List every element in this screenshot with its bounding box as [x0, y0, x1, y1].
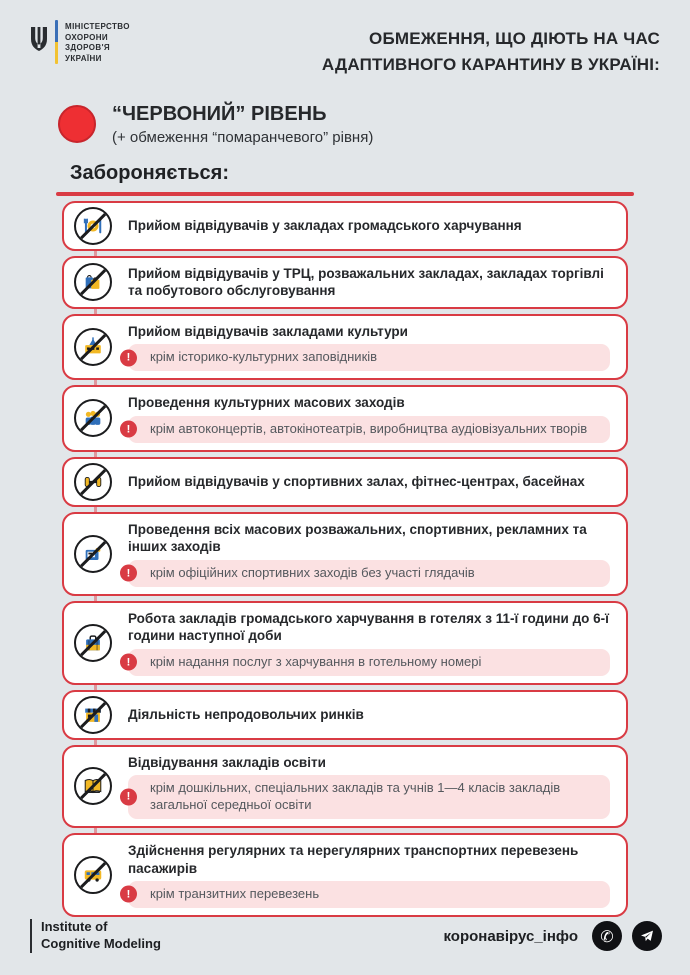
- exception-note: [128, 649, 610, 676]
- page-title: ОБМЕЖЕННЯ, ЩО ДІЮТЬ НА ЧАС АДАПТИВНОГО КАРАНТИНУ В УКРАЇНІ:: [321, 29, 660, 75]
- no-gym-icon: [74, 463, 112, 501]
- prohibition-slash: [75, 536, 111, 572]
- prohibition-slash: [75, 264, 111, 300]
- restrictions-list: [62, 201, 628, 917]
- level-subtitle: (+ обмеження “помаранчевого” рівня): [112, 128, 374, 146]
- restriction-title: Відвідування закладів освіти: [128, 754, 326, 770]
- credit: Institute of Cognitive Modeling: [30, 919, 161, 953]
- telegram-icon[interactable]: [632, 921, 662, 951]
- heading-underline: [56, 192, 634, 196]
- exception-text: крім автоконцертів, автокінотеатрів, виробництва аудіовізуальних творів: [150, 420, 588, 436]
- ministry-logo: [30, 20, 130, 64]
- restriction-title: Проведення всіх масових розважальних, спортивних, рекламних та інших заходів: [128, 521, 587, 555]
- viber-icon[interactable]: ✆: [592, 921, 622, 951]
- exception-text: крім надання послуг з харчування в готельному номері: [150, 653, 482, 669]
- exclamation-icon: !: [120, 789, 137, 806]
- restriction-title: Прийом відвідувачів у ТРЦ, розважальних закладах, закладах торгівлі та побутового обслуговування: [128, 265, 604, 299]
- tryzub-icon: [30, 26, 48, 56]
- level-text: [112, 103, 373, 146]
- exclamation-icon: !: [120, 565, 137, 582]
- restriction-card: [62, 512, 628, 596]
- prohibition-slash: [75, 464, 111, 500]
- restriction-card: [62, 385, 628, 451]
- exclamation-icon: !: [120, 349, 137, 366]
- restriction-card: [62, 833, 628, 917]
- restriction-card: [62, 690, 628, 740]
- prohibition-slash: [75, 857, 111, 893]
- restriction-card: [62, 256, 628, 309]
- restriction-card: [62, 601, 628, 685]
- channel-info: [443, 921, 662, 951]
- ministry-name: МІНІСТЕРСТВО ОХОРОНИ ЗДОРОВ'Я УКРАЇНИ: [65, 22, 130, 63]
- restriction-title: Здійснення регулярних та нерегулярних транспортних перевезень пасажирів: [128, 842, 579, 876]
- logo-divider: [55, 20, 58, 64]
- restriction-title: Прийом відвідувачів у закладах громадського харчування: [128, 217, 522, 233]
- restriction-title: Прийом відвідувачів у спортивних залах, фітнес-центрах, басейнах: [128, 473, 585, 489]
- restriction-title: Проведення культурних масових заходів: [128, 395, 405, 411]
- no-education-icon: [74, 767, 112, 805]
- red-circle-badge: [58, 105, 96, 143]
- level-title: “ЧЕРВОНИЙ” РІВЕНЬ: [112, 102, 327, 125]
- prohibition-slash: [75, 329, 111, 365]
- exception-note: [128, 775, 610, 819]
- no-restaurant-icon: [74, 207, 112, 245]
- prohibition-slash: [75, 208, 111, 244]
- exception-note: [128, 416, 610, 443]
- restriction-title: Робота закладів громадського харчування в готелях з 11-ї години до 6-ї години наступної доби: [128, 610, 609, 644]
- exception-note: [128, 344, 610, 371]
- exception-text: крім історико-культурних заповідників: [150, 349, 378, 365]
- no-crowd-icon: [74, 399, 112, 437]
- exception-text: крім транзитних перевезень: [150, 886, 320, 902]
- restriction-card: [62, 201, 628, 251]
- restriction-card: [62, 314, 628, 380]
- section-heading: Забороняється:: [70, 161, 229, 184]
- prohibition-slash: [75, 401, 111, 437]
- restriction-card: [62, 457, 628, 507]
- prohibition-slash: [75, 697, 111, 733]
- top-header: [0, 0, 690, 79]
- no-culture-icon: [74, 328, 112, 366]
- no-events-icon: [74, 535, 112, 573]
- restriction-title: Діяльність непродовольчих ринків: [128, 706, 364, 722]
- exception-note: [128, 881, 610, 908]
- exception-text: крім дошкільних, спеціальних закладів та учнів 1—4 класів закладів загальної середньої освіти: [150, 780, 561, 813]
- exclamation-icon: !: [120, 886, 137, 903]
- no-market-icon: [74, 696, 112, 734]
- prohibition-slash: [75, 768, 111, 804]
- level-header: [58, 103, 690, 146]
- no-hotel-dining-icon: [74, 624, 112, 662]
- exception-text: крім офіційних спортивних заходів без участі глядачів: [150, 564, 475, 580]
- prohibition-slash: [75, 625, 111, 661]
- exclamation-icon: !: [120, 654, 137, 671]
- channel-name: коронавірус_інфо: [443, 927, 578, 945]
- footer: [30, 919, 662, 953]
- restriction-title: Прийом відвідувачів закладами культури: [128, 323, 408, 339]
- restriction-card: [62, 745, 628, 828]
- no-shopping-icon: [74, 263, 112, 301]
- exclamation-icon: !: [120, 421, 137, 438]
- exception-note: [128, 560, 610, 587]
- no-transport-icon: [74, 856, 112, 894]
